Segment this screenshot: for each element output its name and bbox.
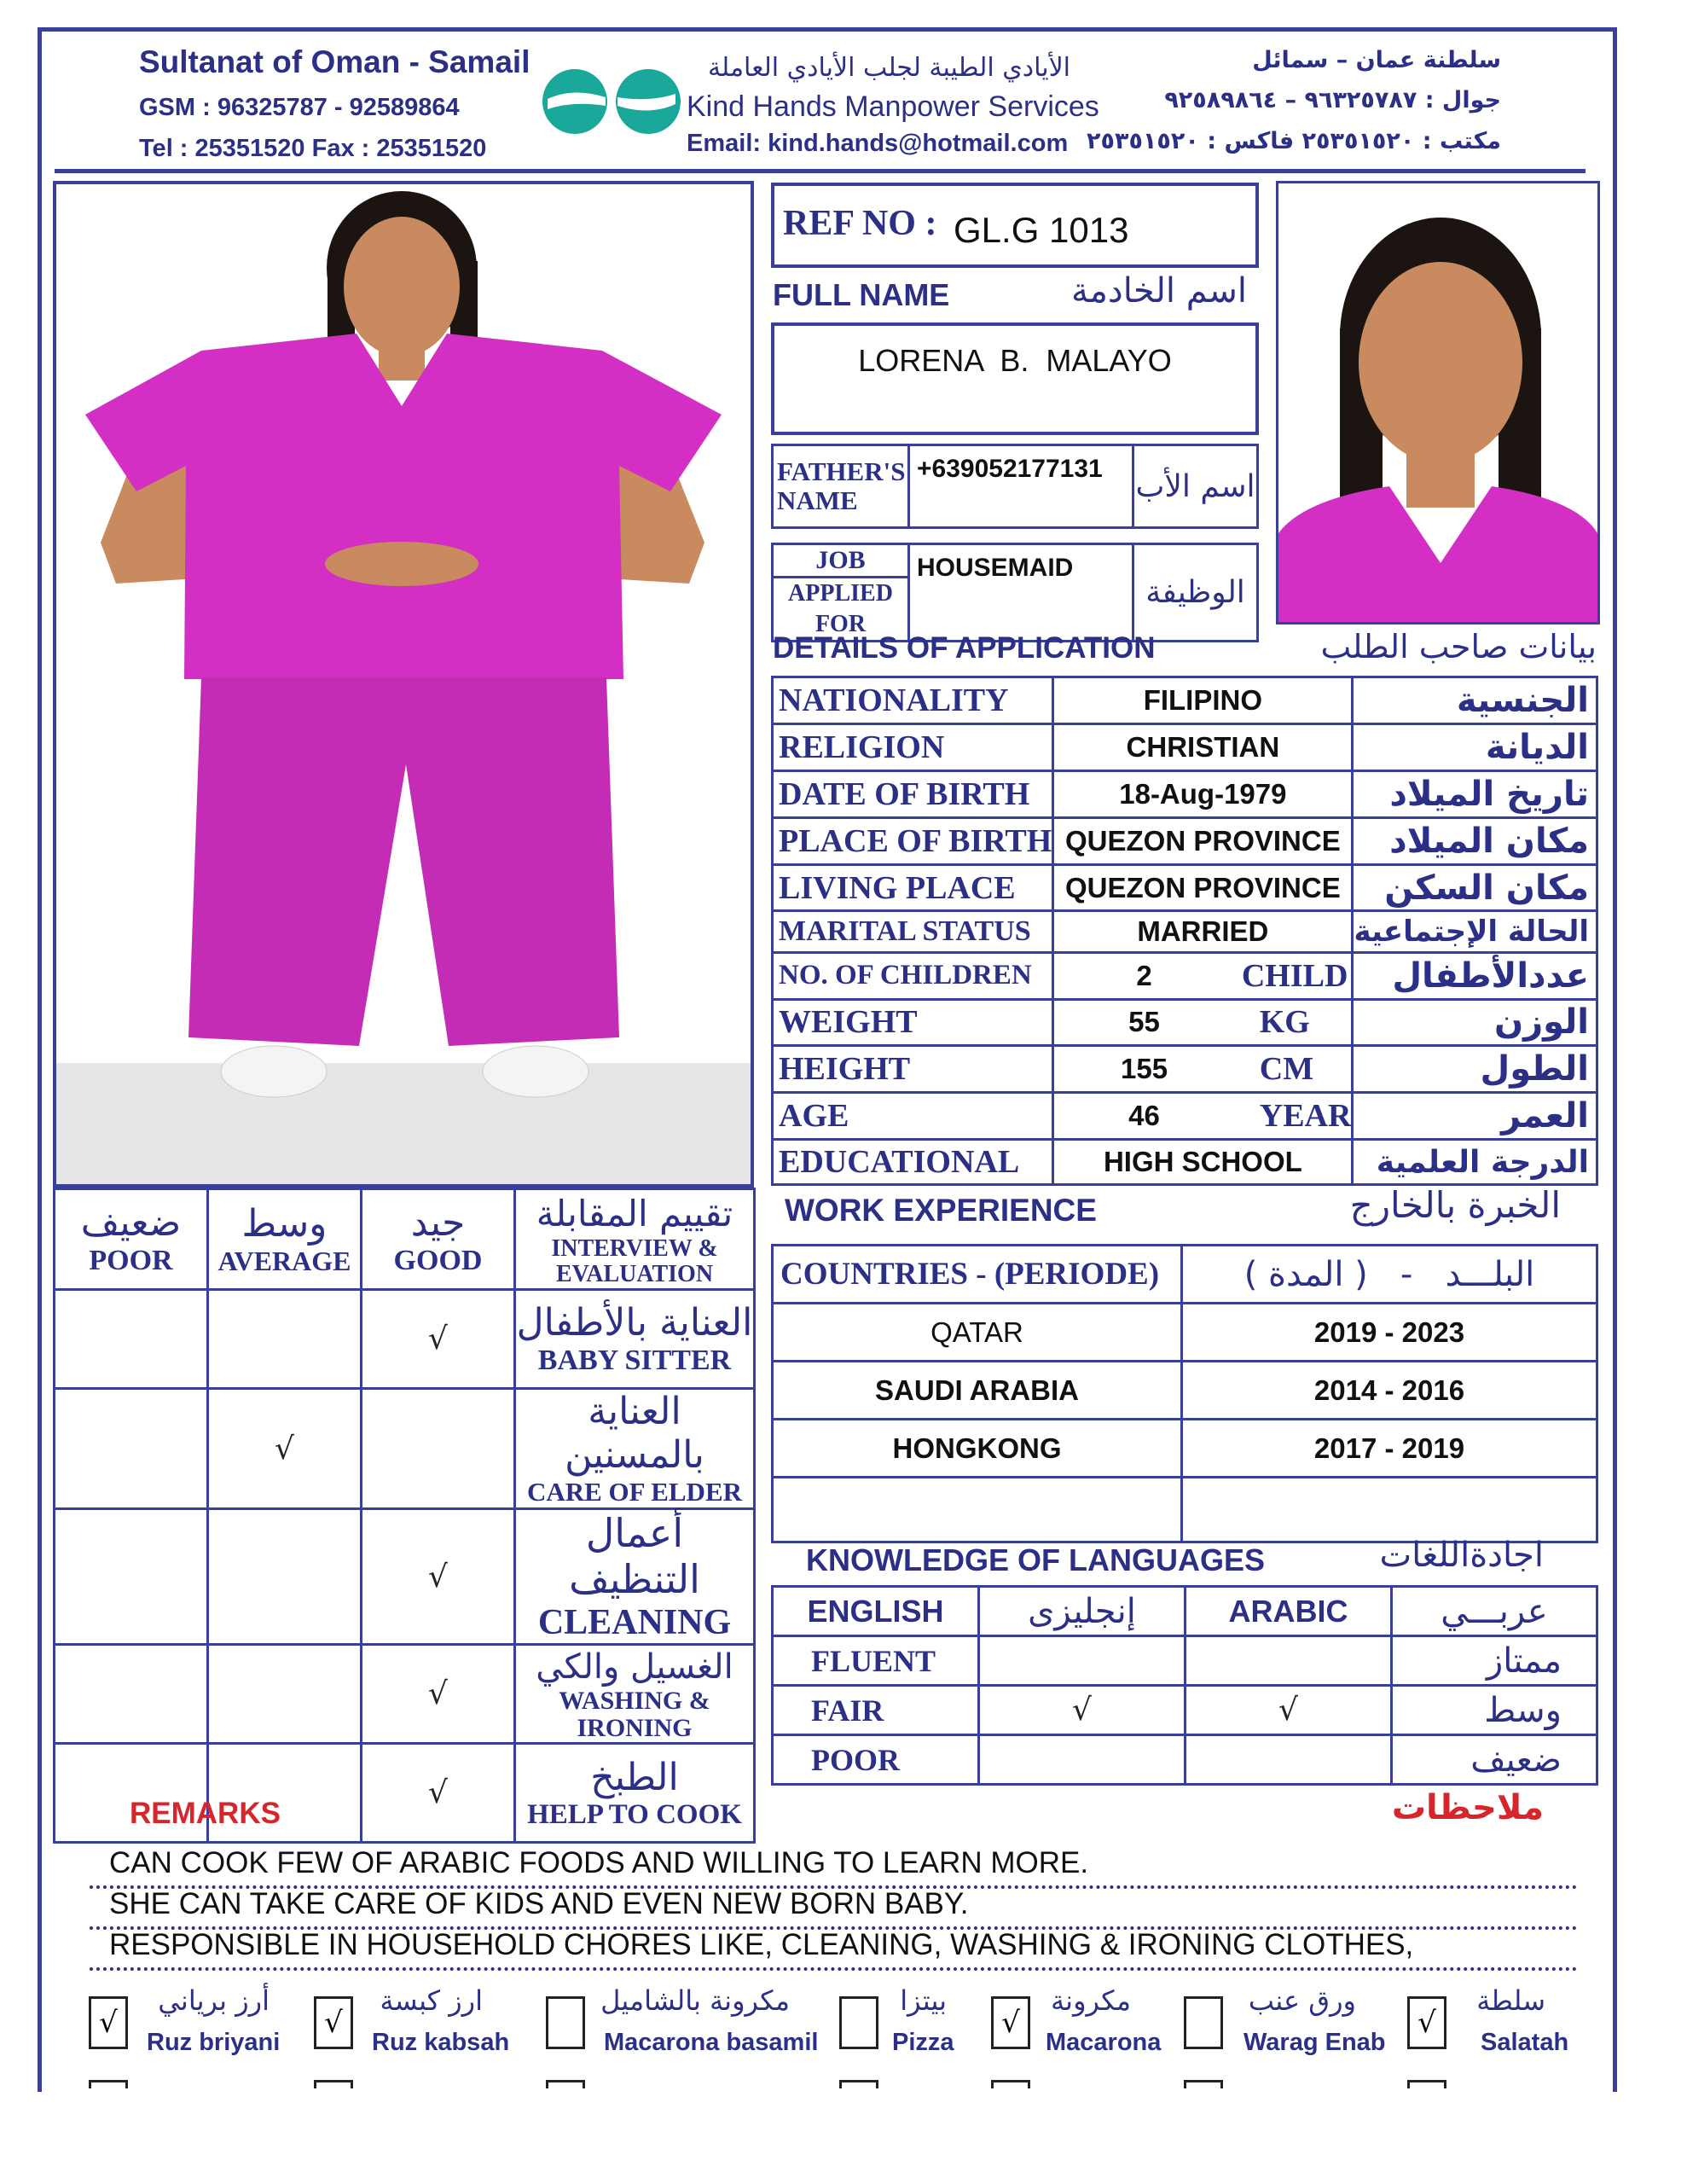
children-label: NO. OF CHILDREN [779,960,1032,991]
father-table [771,444,1259,529]
evaluation-table [53,1188,756,1844]
languages-table [771,1585,1598,1786]
details-row [773,1046,1597,1093]
pob-label: PLACE OF BIRTH [779,822,1052,859]
eval-header-average: AVERAGE [217,1245,351,1276]
marital-label-ar: الحالة الإجتماعية [1354,915,1589,950]
job-label-2: APPLIED FOR [788,580,893,637]
work-row [773,1420,1597,1478]
marital-value: MARRIED [1137,915,1269,948]
company-name-en: Kind Hands Manpower Services [687,90,1099,123]
father-value: +639052177131 [917,455,1103,483]
eval-header-interview: INTERVIEW & EVALUATION [551,1234,718,1287]
remarks-label-ar: ملاحظات [1391,1788,1544,1827]
pob-value: QUEZON PROVINCE [1065,824,1341,857]
lang-arabic: ARABIC [1228,1593,1348,1629]
work-experience-table [771,1244,1598,1543]
food-macarona-basamil-ar: مكرونة بالشاميل [600,1984,790,2017]
food-checkbox-macarona-basamil[interactable] [546,1996,585,2049]
work-country: SAUDI ARABIA [875,1374,1079,1406]
nationality-label: NATIONALITY [779,682,1009,718]
details-row [773,999,1597,1046]
weight-label: WEIGHT [779,1004,918,1041]
eval-babysitter-en: BABY SITTER [537,1345,732,1376]
full-body-photo [53,181,754,1188]
work-period: 2014 - 2016 [1313,1374,1465,1406]
header-tel: Tel : 25351520 Fax : 25351520 [139,135,487,162]
lang-english: ENGLISH [807,1593,944,1629]
food-warag-enab-en: Warag Enab [1244,2029,1386,2056]
eval-elder-average: √ [275,1431,294,1467]
food-ruz-kabsah-ar: ارز كبسة [380,1984,483,2017]
details-row [773,1140,1597,1185]
weight-label-ar: الوزن [1494,1002,1589,1043]
details-table [771,676,1598,1186]
details-title: DETAILS OF APPLICATION [773,631,1156,665]
food-pizza-en: Pizza [892,2029,954,2056]
food-checkbox-ruz-kabsah[interactable]: √ [314,1996,353,2049]
lang-row [773,1735,1597,1785]
header-divider [55,169,1586,173]
age-value: 46 [1128,1100,1160,1132]
father-label-ar: اسم الأب [1135,468,1255,504]
religion-label-ar: الديانة [1485,727,1589,767]
eval-washing-good: √ [428,1676,448,1711]
job-value: HOUSEMAID [917,554,1074,582]
food-ruz-briyani-ar: أرز برياني [158,1984,270,2017]
food-macarona-ar: مكرونة [1051,1984,1131,2017]
lang-fluent-ar: ممتاز [1486,1641,1562,1681]
living-place-label-ar: مكان السكن [1384,868,1589,908]
weight-unit: KG [1259,1004,1310,1041]
header-right-tel: مكتب : ٢٥٣٥١٥٢٠ فاكس : ٢٥٣٥١٥٢٠ [1087,128,1501,154]
eval-cook-ar: الطبخ [590,1755,679,1799]
food-checkbox-macarona[interactable]: √ [991,1996,1030,2049]
lang-fluent-label: FLUENT [811,1643,936,1678]
food-warag-enab-ar: ورق عنب [1248,1984,1356,2017]
eval-babysitter-good: √ [428,1321,448,1356]
lang-fair-label: FAIR [811,1693,884,1728]
lang-english-ar: إنجليزى [1028,1591,1136,1631]
age-label-ar: العمر [1500,1096,1589,1136]
eval-header-good: GOOD [393,1245,483,1276]
dob-label: DATE OF BIRTH [779,775,1030,812]
age-label: AGE [779,1098,849,1135]
languages-title: KNOWLEDGE OF LANGUAGES [806,1542,1265,1577]
eval-cleaning-good: √ [428,1559,448,1594]
marital-label: MARITAL STATUS [779,915,1031,948]
education-label-ar: الدرجة العلمية [1376,1144,1589,1180]
details-row [773,1093,1597,1140]
remark-line: CAN COOK FEW OF ARABIC FOODS AND WILLING TO LEARN MORE. [109,1846,1089,1879]
food-pizza-ar: بيتزا [900,1984,947,2017]
food-ruz-briyani-en: Ruz briyani [147,2029,281,2056]
lang-poor-ar: ضعيف [1470,1740,1562,1780]
company-email: Email: kind.hands@hotmail.com [687,130,1069,157]
work-col-countries: COUNTRIES - (PERIODE) [780,1257,1160,1292]
eval-header-poor: POOR [89,1245,173,1276]
company-logo [539,67,684,141]
eval-cook-good: √ [428,1775,448,1810]
education-label: EDUCATIONAL [779,1144,1020,1181]
food-macarona-en: Macarona [1046,2029,1162,2056]
eval-header-average-ar: وسط [241,1201,328,1246]
religion-value: CHRISTIAN [1126,730,1280,763]
ref-label: REF NO : [783,204,937,243]
lang-row [773,1636,1597,1686]
details-row [773,864,1597,911]
details-row [773,677,1597,724]
cutoff-row [85,2077,1569,2088]
food-checkbox-ruz-briyani[interactable]: √ [89,1996,128,2049]
work-period: 2019 - 2023 [1313,1316,1465,1348]
dob-label-ar: تاريخ الميلاد [1389,774,1589,814]
remark-line: RESPONSIBLE IN HOUSEHOLD CHORES LIKE, CLEANING, WASHING & IRONING CLOTHES, [109,1928,1414,1961]
work-experience-title: WORK EXPERIENCE [785,1193,1097,1228]
work-experience-title-ar: الخبرة بالخارج [1349,1184,1561,1226]
work-row [773,1304,1597,1362]
weight-value: 55 [1128,1006,1160,1038]
food-salatah-ar: سلطة [1476,1984,1545,2017]
height-label-ar: الطول [1480,1049,1589,1089]
details-row [773,723,1597,770]
header-right-title: سلطنة عمان – سمائل [1252,47,1501,73]
work-col-ar: البلـــد - ( المدة ) [1244,1254,1535,1294]
full-name-box [771,322,1259,435]
eval-babysitter-ar: العناية بالأطفال [516,1301,753,1345]
height-unit: CM [1259,1051,1314,1088]
nationality-label-ar: الجنسية [1456,680,1589,720]
living-place-value: QUEZON PROVINCE [1065,871,1341,903]
food-checkbox-salatah[interactable]: √ [1407,1996,1446,2049]
eval-washing-ar: الغسيل والكي [536,1647,733,1687]
eval-cleaning-ar: أعمال التنظيف [569,1510,700,1602]
children-unit: CHILD [1241,957,1348,994]
ref-box [771,183,1259,268]
living-place-label: LIVING PLACE [779,869,1016,906]
age-unit: YEAR [1259,1098,1352,1135]
full-name-label: FULL NAME [773,277,950,312]
father-label-1: FATHER'S [777,456,906,486]
job-label-ar: الوظيفة [1145,575,1245,610]
food-ruz-kabsah-en: Ruz kabsah [372,2029,510,2056]
work-country: QATAR [930,1316,1023,1348]
details-row [773,817,1597,864]
lang-fair-ar: وسط [1484,1690,1562,1730]
lang-row [773,1686,1597,1735]
dob-value: 18-Aug-1979 [1119,777,1287,810]
religion-label: RELIGION [779,729,945,765]
full-name-label-ar: اسم الخادمة [1071,271,1247,311]
details-title-ar: بيانات صاحب الطلب [1320,628,1597,665]
food-checkbox-pizza[interactable] [839,1996,878,2049]
education-value: HIGH SCHOOL [1103,1146,1302,1178]
work-row [773,1362,1597,1420]
details-row [773,952,1597,999]
eval-elder-ar: العناية بالمسنين [565,1390,704,1477]
header-left-title: Sultanat of Oman - Samail [139,44,530,79]
eval-cook-en: HELP TO COOK [527,1798,742,1830]
height-label: HEIGHT [779,1051,911,1088]
header-gsm: GSM : 96325787 - 92589864 [139,94,460,121]
eval-elder-en: CARE OF ELDER [526,1477,743,1507]
eval-washing-en: WASHING & IRONING [559,1686,710,1742]
header-right-gsm: جوال : ٩٦٣٢٥٧٨٧ – ٩٢٥٨٩٨٦٤ [1164,87,1501,113]
job-table [771,543,1259,642]
eval-header-poor-ar: ضعيف [80,1201,182,1245]
work-period: 2017 - 2019 [1313,1432,1465,1464]
lang-fair-arabic: √ [1278,1693,1298,1728]
job-label-1: JOB [774,545,907,578]
lang-poor-label: POOR [811,1742,900,1777]
remark-line: SHE CAN TAKE CARE OF KIDS AND EVEN NEW BORN BABY. [109,1887,969,1920]
lang-fair-english: √ [1072,1693,1092,1728]
work-row [773,1478,1597,1542]
food-macarona-basamil-en: Macarona basamil [604,2029,819,2056]
children-value: 2 [1136,959,1152,991]
eval-header-good-ar: جيد [410,1201,466,1245]
work-country: HONGKONG [892,1432,1062,1464]
remarks-label: REMARKS [130,1797,281,1830]
height-value: 155 [1120,1053,1168,1085]
pob-label-ar: مكان الميلاد [1389,821,1589,861]
eval-header-interview-ar: تقييم المقابلة [536,1192,733,1234]
children-label-ar: عددالأطفال [1392,956,1589,996]
food-salatah-en: Salatah [1481,2029,1569,2056]
languages-title-ar: اجادةاللغات [1379,1536,1544,1575]
father-label-2: NAME [777,485,858,515]
company-name-ar: الأيادي الطيبة لجلب الأيادي العاملة [707,53,1071,83]
full-name-value: LORENA B. MALAYO [858,343,1172,378]
remark-divider [90,1967,1578,1971]
ref-value: GL.G 1013 [954,210,1129,250]
lang-arabic-ar: عربـــي [1441,1591,1548,1631]
eval-cleaning-en: CLEANING [537,1603,732,1642]
headshot-photo [1276,181,1600,624]
nationality-value: FILIPINO [1143,683,1263,716]
details-row [773,911,1597,952]
food-checkbox-warag-enab[interactable] [1184,1996,1223,2049]
details-row [773,770,1597,817]
